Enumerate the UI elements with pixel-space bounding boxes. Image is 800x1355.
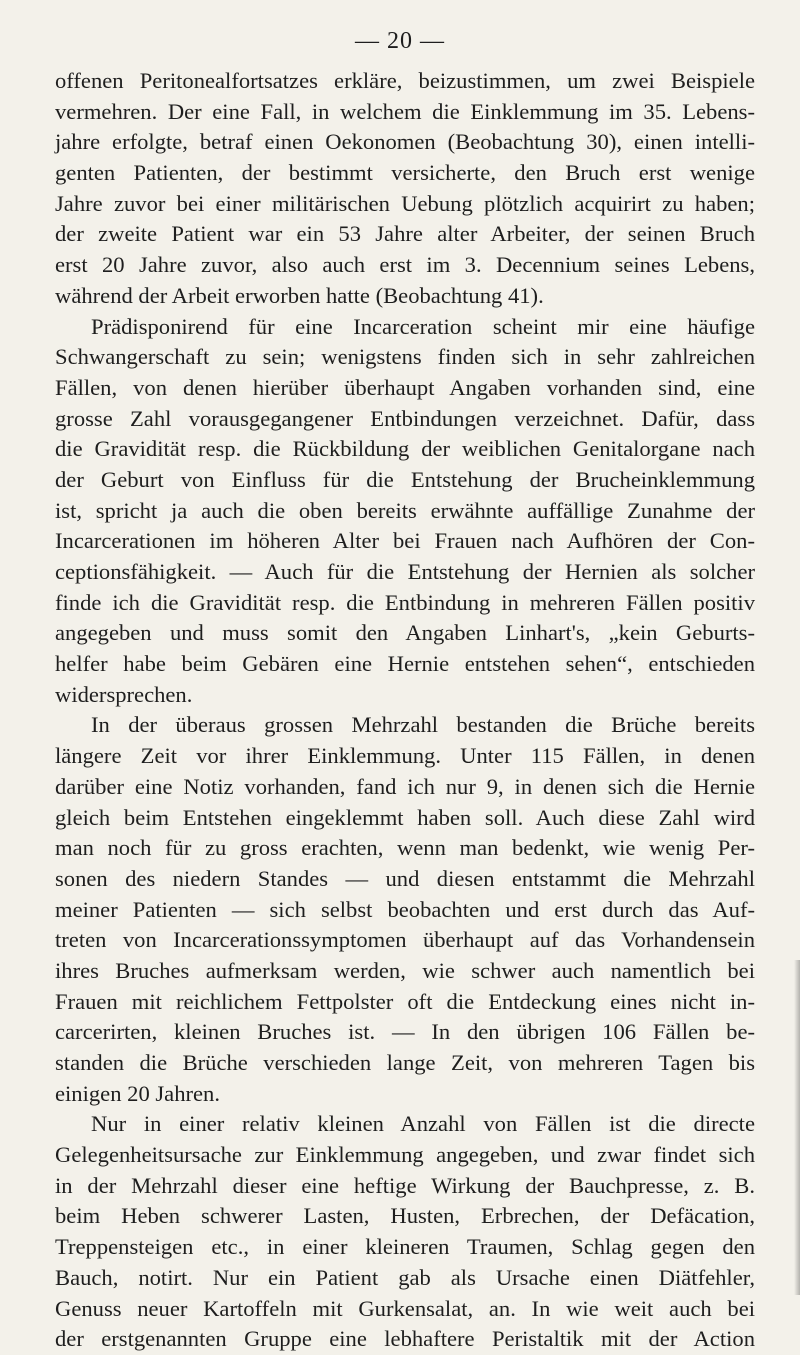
text-line: ist, spricht ja auch die oben bereits erwähnte auffällige Zunahme der <box>55 497 755 523</box>
text-line: während der Arbeit erworben hatte (Beobachtung 41). <box>55 282 544 308</box>
text-line: Fällen, von denen hierüber überhaupt Angaben vorhanden sind, eine <box>55 374 755 400</box>
text-line: der erstgenannten Gruppe eine lebhaftere Peristaltik mit der Action <box>55 1326 755 1352</box>
text-line: treten von Incarcerationssymptomen überhaupt auf das Vorhandensein <box>55 927 755 953</box>
text-line: Frauen mit reichlichem Fettpolster oft die Entdeckung eines nicht in- <box>55 988 755 1014</box>
text-line: helfer habe beim Gebären eine Hernie entstehen sehen“, entschieden <box>55 651 755 677</box>
text-line: gleich beim Entstehen eingeklemmt haben soll. Auch diese Zahl wird <box>55 804 755 830</box>
text-line: die Gravidität resp. die Rückbildung der weiblichen Genitalorgane nach <box>55 436 755 462</box>
text-line: Incarcerationen im höheren Alter bei Frauen nach Aufhören der Con- <box>55 528 755 554</box>
text-line: jahre erfolgte, betraf einen Oekonomen (Beobachtung 30), einen intelli- <box>55 129 755 155</box>
text-line: widersprechen. <box>55 681 193 707</box>
text-line: carcerirten, kleinen Bruches ist. — In den übrigen 106 Fällen be- <box>55 1019 755 1045</box>
text-line: der zweite Patient war ein 53 Jahre alter Arbeiter, der seinen Bruch <box>55 221 755 247</box>
text-line: standen die Brüche verschieden lange Zeit, von mehreren Tagen bis <box>55 1050 755 1075</box>
text-line: meiner Patienten — sich selbst beobachten und erst durch das Auf- <box>55 896 755 922</box>
text-line: beim Heben schwerer Lasten, Husten, Erbrechen, der Defäcation, <box>55 1203 755 1229</box>
text-line: ceptionsfähigkeit. — Auch für die Entstehung der Hernien als solcher <box>55 559 755 584</box>
text-line: finde ich die Gravidität resp. die Entbindung in mehreren Fällen positiv <box>55 589 755 615</box>
text-line: offenen Peritonealfortsatzes erkläre, beizustimmen, um zwei Beispiele <box>55 68 755 93</box>
text-line: Treppensteigen etc., in einer kleineren Traumen, Schlag gegen den <box>55 1234 755 1260</box>
text-line: angegeben und muss somit den Angaben Linhart's, „kein Geburts- <box>55 620 755 646</box>
page-edge-shadow <box>794 960 800 1295</box>
page-number: — 20 — <box>355 28 445 54</box>
text-line: Genuss neuer Kartoffeln mit Gurkensalat, an. In wie weit auch bei <box>55 1295 755 1321</box>
text-line: einigen 20 Jahren. <box>55 1080 221 1106</box>
text-line: genten Patienten, der bestimmt versicherte, den Bruch erst wenige <box>55 160 755 186</box>
text-line: Gelegenheitsursache zur Einklemmung angegeben, und zwar findet sich <box>55 1142 755 1168</box>
text-line: darüber eine Notiz vorhanden, fand ich nur 9, in denen sich die Hernie <box>55 773 755 799</box>
text-line: grosse Zahl vorausgegangener Entbindungen verzeichnet. Dafür, dass <box>55 405 755 431</box>
body-text <box>55 66 755 1355</box>
text-line: vermehren. Der eine Fall, in welchem die Einklemmung im 35. Lebens- <box>55 98 755 124</box>
text-line: Bauch, notirt. Nur ein Patient gab als Ursache einen Diätfehler, <box>55 1264 755 1290</box>
text-line: Schwangerschaft zu sein; wenigstens finden sich in sehr zahlreichen <box>55 344 755 370</box>
text-line: Prädisponirend für eine Incarceration scheint mir eine häufige <box>91 313 755 339</box>
text-line: erst 20 Jahre zuvor, also auch erst im 3. Decennium seines Lebens, <box>55 252 755 278</box>
text-line: längere Zeit vor ihrer Einklemmung. Unter 115 Fällen, in denen <box>55 743 755 769</box>
text-line: Jahre zuvor bei einer militärischen Uebung plötzlich acquirirt zu haben; <box>55 190 755 216</box>
text-line: man noch für zu gross erachten, wenn man bedenkt, wie wenig Per- <box>55 835 755 861</box>
text-line: In der überaus grossen Mehrzahl bestanden die Brüche bereits <box>91 712 755 738</box>
text-line: sonen des niedern Standes — und diesen entstammt die Mehrzahl <box>55 865 755 891</box>
text-line: ihres Bruches aufmerksam werden, wie schwer auch namentlich bei <box>55 957 755 983</box>
text-line: in der Mehrzahl dieser eine heftige Wirkung der Bauchpresse, z. B. <box>55 1172 755 1198</box>
text-line: Nur in einer relativ kleinen Anzahl von Fällen ist die directe <box>91 1111 755 1137</box>
text-line: der Geburt von Einfluss für die Entstehung der Brucheinklemmung <box>55 466 755 492</box>
